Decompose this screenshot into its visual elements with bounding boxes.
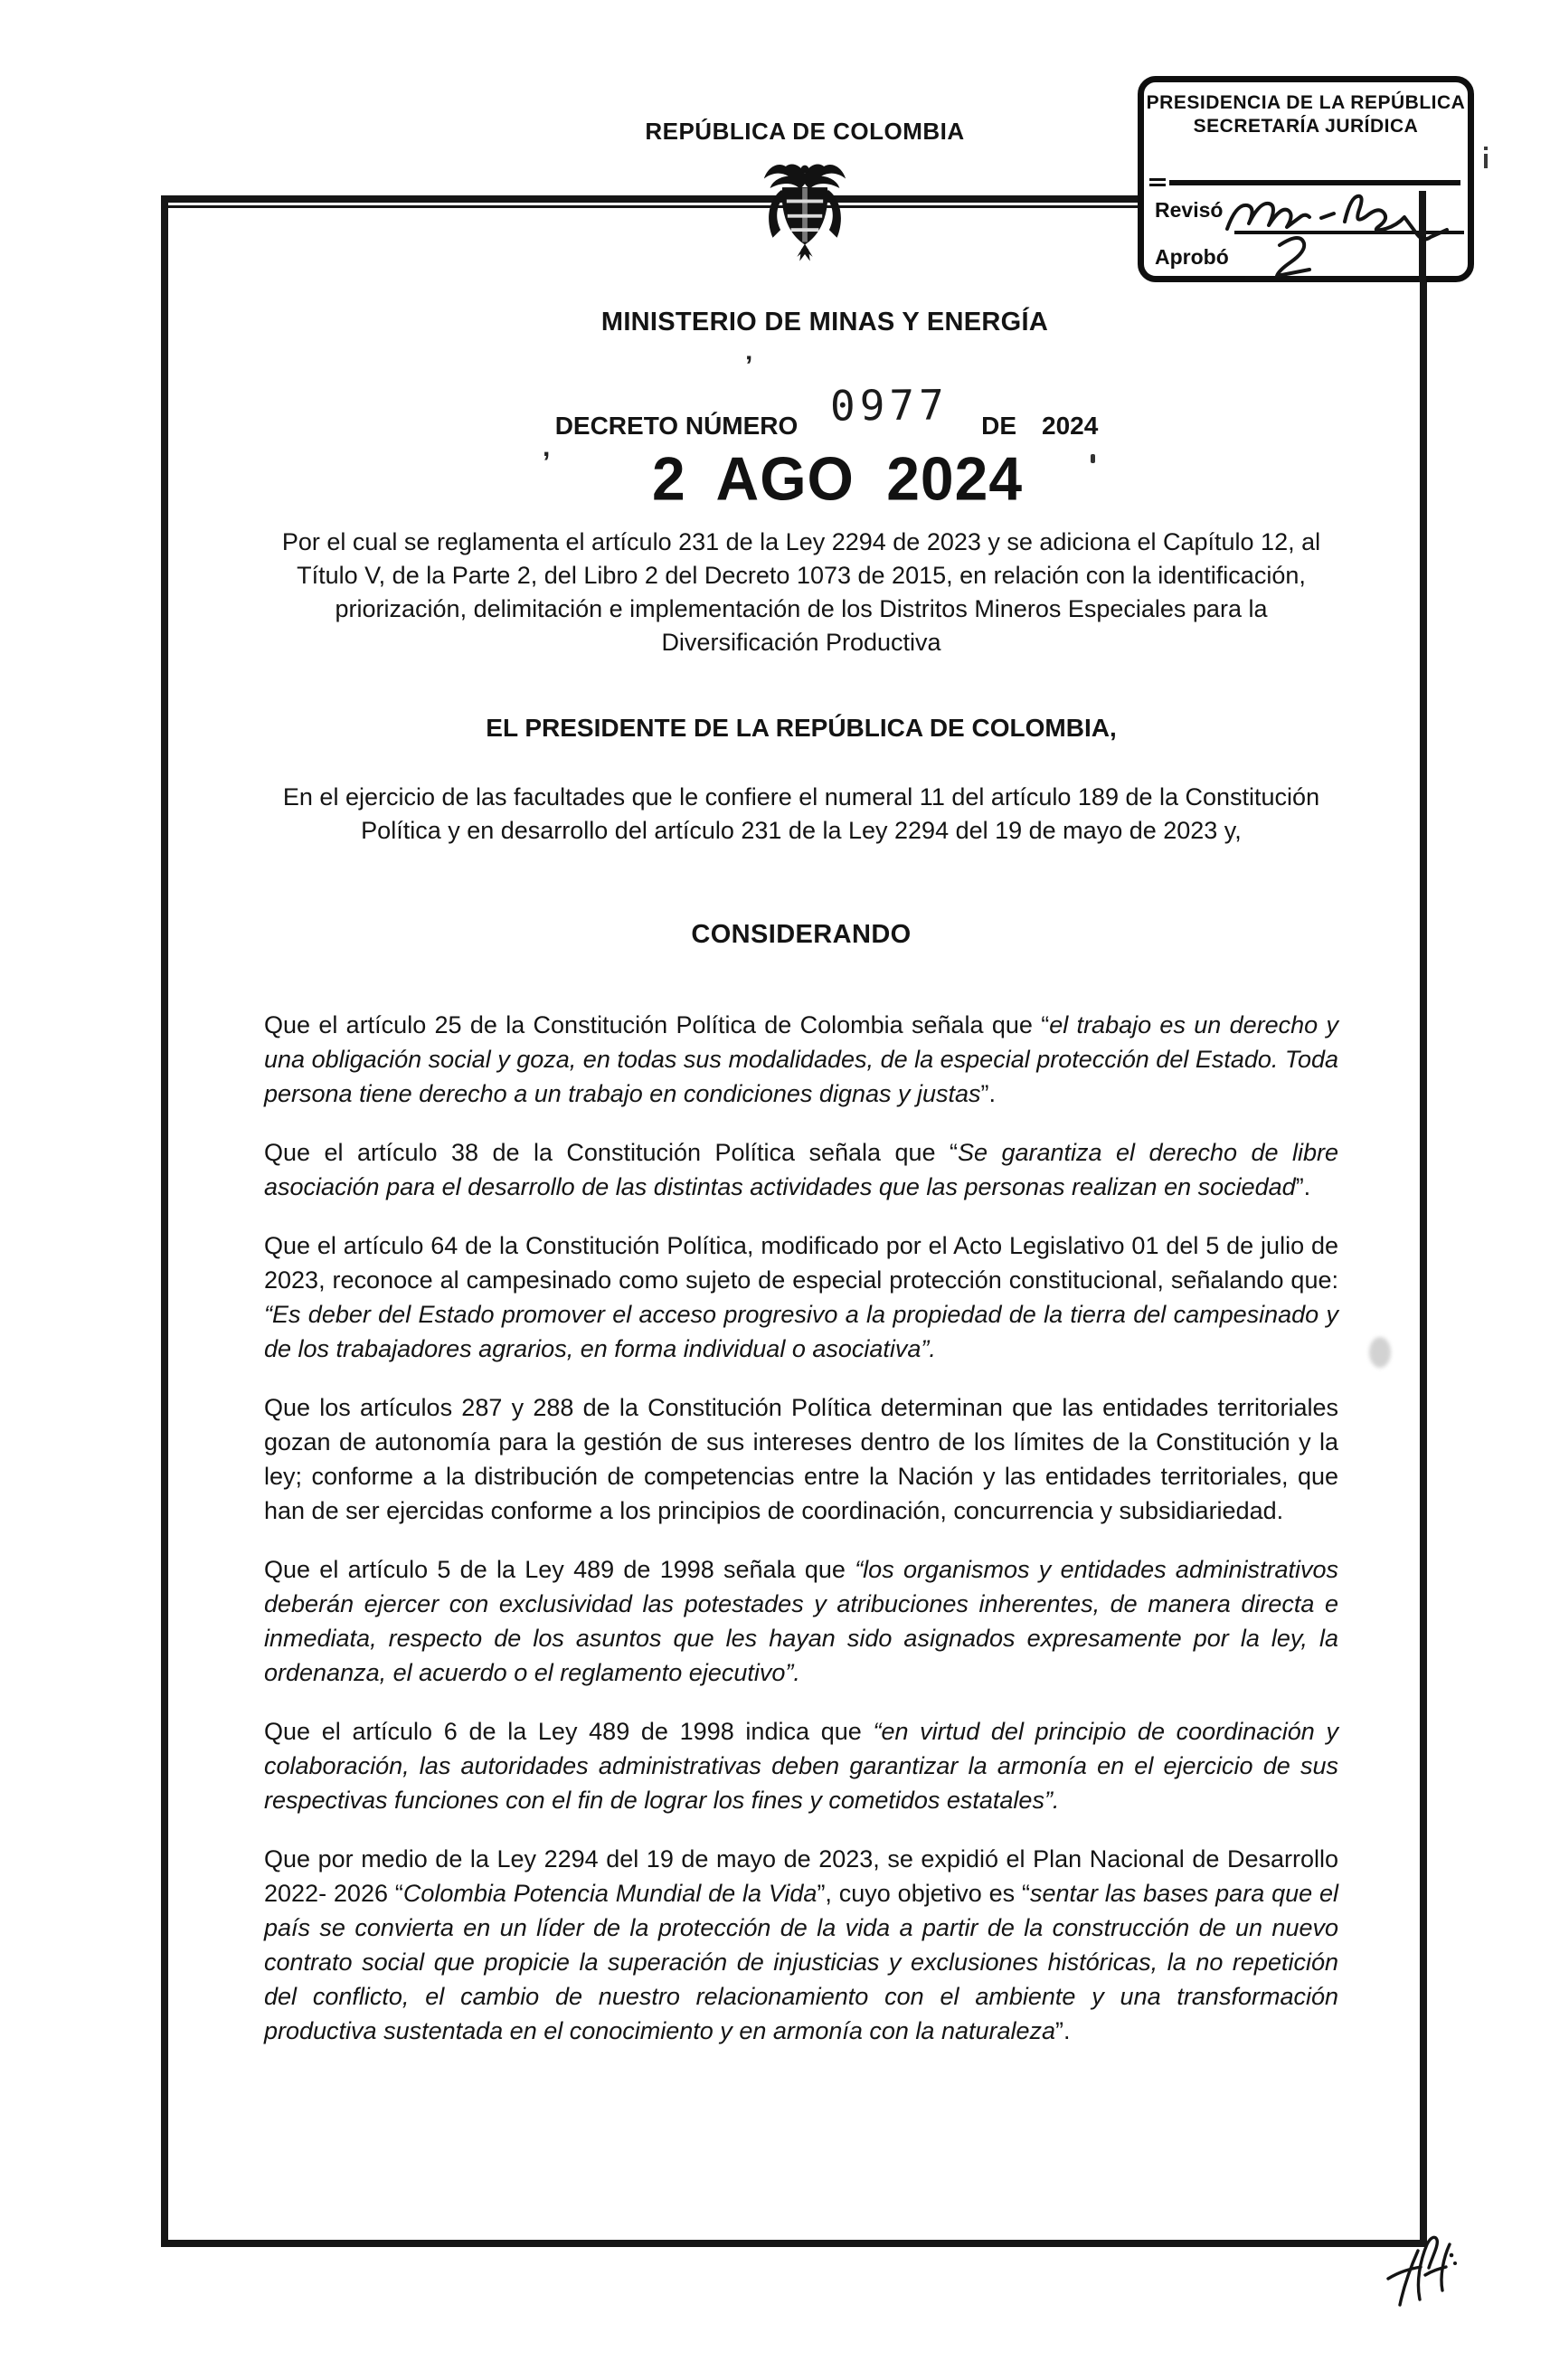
stamp-divider-line [1169, 180, 1460, 185]
paragraph-text: Que por medio de la Ley 2294 del 19 de mayo de 2023, se expidió el Plan Nacional de Desarrollo 2022- 2026 “ [264, 1845, 1338, 1907]
paragraph-text: Que el artículo 25 de la Constitución Política de Colombia señala que “ [264, 1011, 1050, 1038]
paragraph-text: Que el artículo 6 de la Ley 489 de 1998 indica que [264, 1718, 874, 1745]
quoted-italic-text: “los organismos y entidades administrativos deberán ejercer con exclusividad las potestades y atribuciones inherentes, de manera directa e inmediata, respecto de los asuntos que les hayan sido asignados expresamente por la ley, la ordenanza, el acuerdo o el reglamento ejecutivo”. [264, 1556, 1338, 1686]
considerando-paragraph [264, 1552, 1338, 1690]
paragraph-text: Que los artículos 287 y 288 de la Constitución Política determinan que las entidades territoriales gozan de autonomía para la gestión de sus intereses dentro de los límites de la Constitución y la ley; conforme a la distribución de competencias entre la Nación y las entidades territoriales, que han de ser ejercidas conforme a los principios de coordinación, concurrencia y subsidiariedad. [264, 1394, 1338, 1524]
quoted-italic-text: Colombia Potencia Mundial de la Vida [402, 1880, 818, 1907]
scan-artifact-comma: , [543, 432, 551, 462]
considering-heading: CONSIDERANDO [691, 920, 912, 949]
stamp-title-line1: PRESIDENCIA DE LA REPÚBLICA [1146, 92, 1466, 113]
paragraph-text: Que el artículo 5 de la Ley 489 de 1998 señala que [264, 1556, 855, 1583]
considerando-paragraph [264, 1842, 1338, 2048]
considerando-paragraph [264, 1135, 1338, 1204]
scan-artifact-tick [1484, 154, 1488, 168]
paragraph-text: ”. [1055, 2017, 1071, 2044]
quoted-italic-text: sentar las bases para que el país se convierta en un líder de la protección de la vida a partir de la construcción de un nuevo contrato social que propicie la superación de injusticias y exclusiones históricas, la no repetición del conflicto, el cambio de nuestro relacionamiento con el ambiente y una transformación productiva sustentada en el conocimiento y en armonía con la naturaleza [264, 1880, 1338, 2044]
issuer-line: EL PRESIDENTE DE LA REPÚBLICA DE COLOMBIA, [486, 714, 1117, 742]
stamp-title-line2: SECRETARÍA JURÍDICA [1193, 116, 1419, 137]
scan-artifact-smudge [1369, 1337, 1391, 1368]
date-stamp: 2 AGO 2024 [651, 443, 1024, 514]
faculties-paragraph: En el ejercicio de las facultades que le confiere el numeral 11 del artículo 189 de la Constitución Política y en desarrollo del artículo 231 de la Ley 2294 del 19 de mayo de 2023 y, [282, 783, 1320, 844]
aprobo-label: Aprobó [1155, 245, 1229, 269]
ministry-title: MINISTERIO DE MINAS Y ENERGÍA [600, 308, 1049, 337]
decree-of-label: DE [981, 412, 1016, 440]
paragraph-text: Que el artículo 64 de la Constitución Política, modificado por el Acto Legislativo 01 del 5 de julio de 2023, reconoce al campesinado como sujeto de especial protección constitucional, señalando que: [264, 1232, 1338, 1294]
considerando-paragraph [264, 1008, 1338, 1111]
reviso-label: Revisó [1155, 198, 1224, 222]
decree-number-stamp: 0977 [830, 380, 950, 431]
decree-label: DECRETO NÚMERO [554, 412, 799, 440]
quoted-italic-text: Se garantiza el derecho de libre asociación para el desarrollo de las distintas actividades que las personas realizan en sociedad [264, 1139, 1338, 1200]
quoted-italic-text: el trabajo es un derecho y una obligación social y goza, en todas sus modalidades, de la especial protección del Estado. Toda persona tiene derecho a un trabajo en condiciones dignas y justas [264, 1011, 1338, 1107]
considerando-paragraphs [264, 1008, 1338, 2048]
decree-subject: Por el cual se reglamenta el artículo 231 de la Ley 2294 de 2023 y se adiciona el Capítulo 12, al Título V, de la Parte 2, del Libro 2 del Decreto 1073 de 2015, en relación con la identificación, priorización, delimitación e implementación de los Distritos Mineros Especiales para la Diversificación Productiva [281, 528, 1321, 656]
decree-number-line [289, 380, 1364, 444]
quoted-italic-text: “Es deber del Estado promover el acceso progresivo a la propiedad de la tierra del campesinado y de los trabajadores agrarios, en forma individual o asociativa”. [264, 1301, 1338, 1362]
frame-border-through-stamp [1419, 191, 1426, 282]
scan-artifact-quote: ’ [745, 351, 753, 381]
paragraph-text: Que el artículo 38 de la Constitución Política señala que “ [264, 1139, 958, 1166]
paragraph-text: ”. [980, 1080, 997, 1107]
decree-year: 2024 [1042, 412, 1099, 440]
colombia-coat-of-arms-icon [761, 157, 848, 264]
secretaria-juridica-stamp [1138, 76, 1474, 282]
quoted-italic-text: “en virtud del principio de coordinación y colaboración, las autoridades administrativas deben garantizar la armonía en el ejercicio de sus respectivas funciones con el fin de lograr los fines y cometidos estatales”. [264, 1718, 1338, 1814]
paragraph-text: ”. [1295, 1173, 1311, 1200]
decree-content [264, 308, 1338, 2072]
considerando-paragraph [264, 1390, 1338, 1528]
considerando-paragraph [264, 1714, 1338, 1817]
considerando-paragraph [264, 1228, 1338, 1366]
republic-title: REPÚBLICA DE COLOMBIA [645, 118, 965, 145]
reviso-underline [1234, 231, 1464, 234]
stamp-dash-marks [1149, 178, 1166, 181]
handwritten-initials-icon [1375, 2231, 1458, 2319]
paragraph-text: ”, cuyo objetivo es “ [817, 1880, 1030, 1907]
